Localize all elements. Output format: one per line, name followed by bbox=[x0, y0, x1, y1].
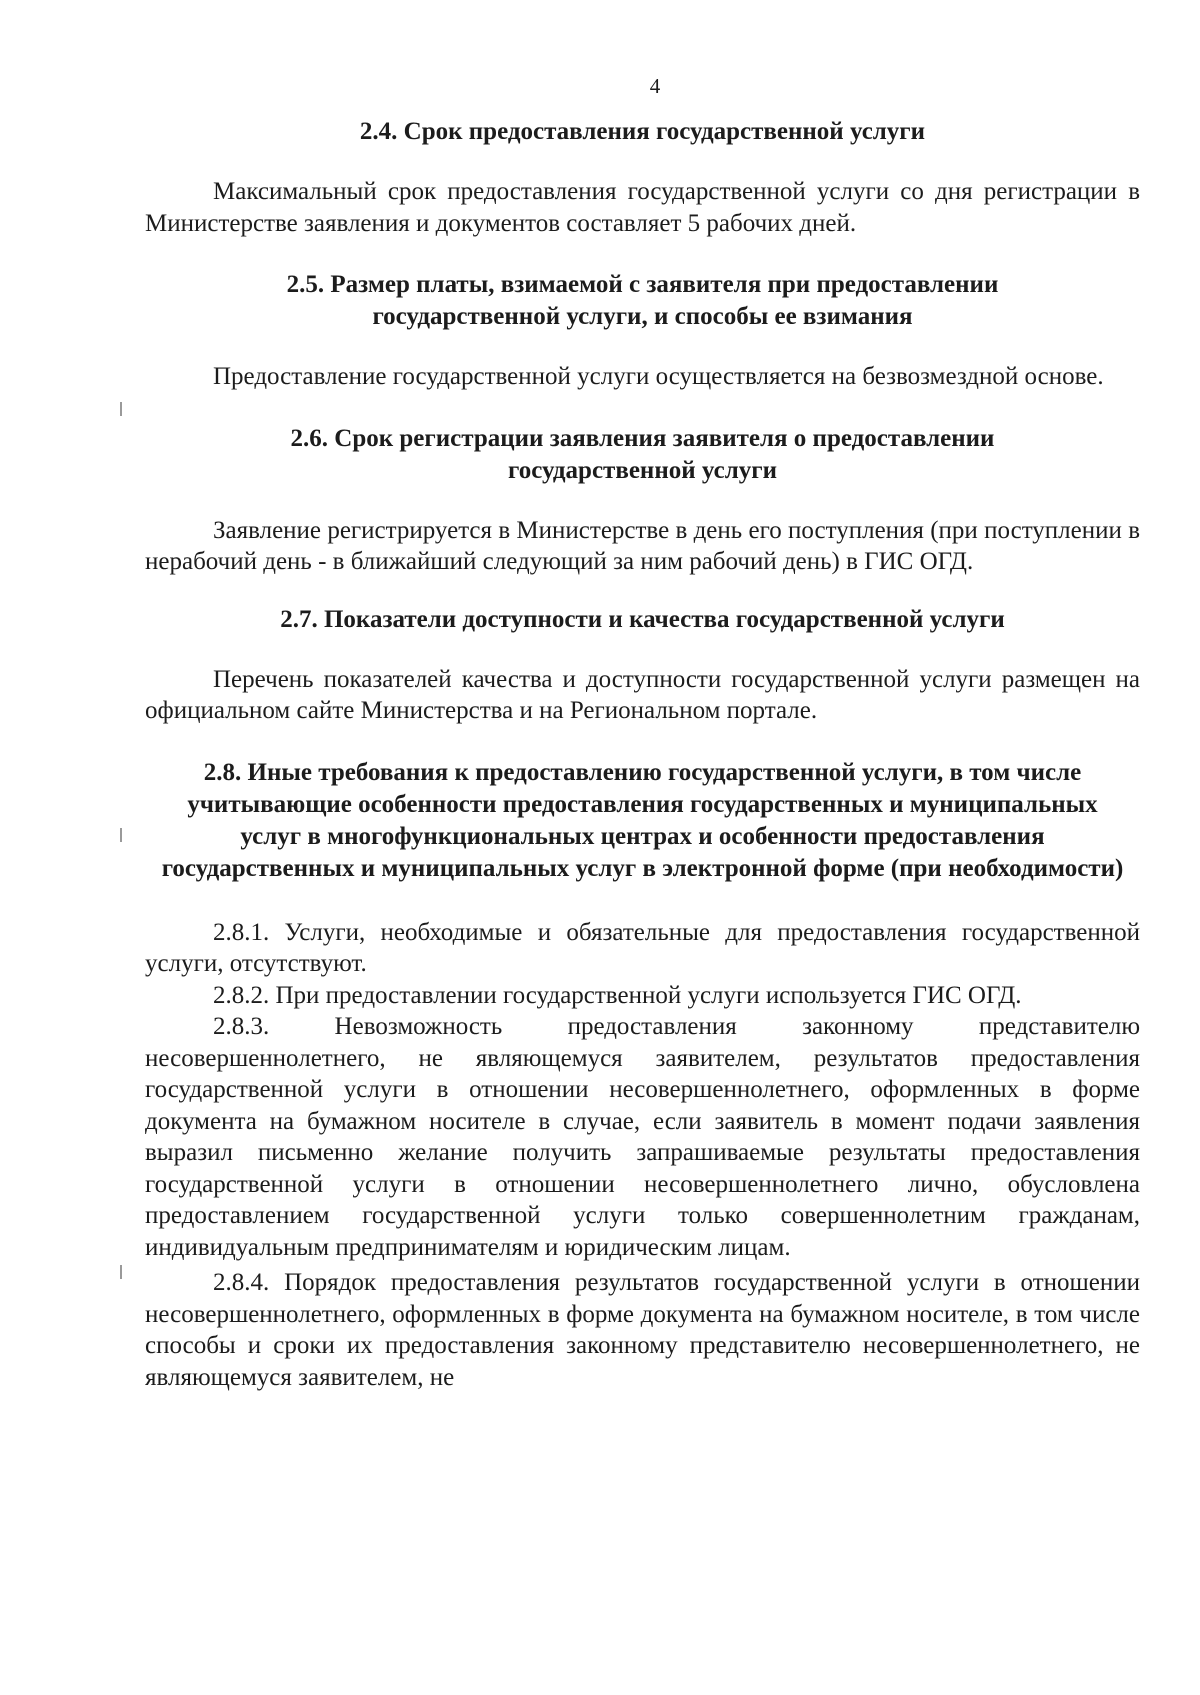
clause-2-8-2: 2.8.2. При предоставлении государственной услуги используется ГИС ОГД. bbox=[213, 981, 1022, 1009]
document-body bbox=[145, 112, 1140, 1393]
clause-2-8-1: 2.8.1. Услуги, необходимые и обязательные для предоставления государственной услуги, отсутствуют. bbox=[145, 918, 1140, 977]
section-heading-2-8: 2.8. Иные требования к предоставлению государственной услуги, в том числе учитывающие особенности предоставления государственных и муниципальных услуг в многофункциональных центрах и особенности предоставления государственных и муниципальных услуг в электронной форме (при необходимости) bbox=[161, 758, 1124, 882]
section-heading-2-6: 2.6. Срок регистрации заявления заявителя о предоставлении государственной услуги bbox=[290, 424, 995, 484]
clause-2-8-4: 2.8.4. Порядок предоставления результатов государственной услуги в отношении несовершеннолетнего, оформленных в форме документа на бумажном носителе, в том числе способы и сроки их предоставления законному представителю несовершеннолетнего, не являющемуся заявителем, не bbox=[145, 1269, 1140, 1391]
section-paragraph-2-6: Заявление регистрируется в Министерстве в день его поступления (при поступлении в нерабочий день - в ближайший следующий за ним рабочий день) в ГИС ОГД. bbox=[145, 516, 1140, 575]
section-heading-2-7: 2.7. Показатели доступности и качества государственной услуги bbox=[280, 605, 1005, 633]
section-paragraph-2-7: Перечень показателей качества и доступности государственной услуги размещен на официальном сайте Министерства и на Региональном портале. bbox=[145, 665, 1140, 724]
margin-mark bbox=[120, 402, 122, 416]
section-heading-2-4: 2.4. Срок предоставления государственной услуги bbox=[359, 118, 926, 145]
clause-2-8-3: 2.8.3. Невозможность предоставления законному представителю несовершеннолетнего, не являющемуся заявителем, результатов предоставления государственной услуги в отношении несовершеннолетнего, оформленных в форме документа на бумажном носителе в случае, если заявитель в момент подачи заявления выразил письменно желание получить запрашиваемые результаты предоставления государственной услуги в отношении несовершеннолетнего лично, обусловлена предоставлением государственной услуги только совершеннолетним гражданам, индивидуальным предпринимателям и юридическим лицам. bbox=[145, 1013, 1140, 1261]
page-number: 4 bbox=[649, 74, 661, 98]
margin-mark bbox=[120, 1265, 122, 1279]
section-paragraph-2-4: Максимальный срок предоставления государственной услуги со дня регистрации в Министерстве заявления и документов составляет 5 рабочих дней. bbox=[145, 178, 1140, 237]
section-paragraph-2-5: Предоставление государственной услуги осуществляется на безвозмездной основе. bbox=[213, 363, 1104, 390]
section-heading-2-5: 2.5. Размер платы, взимаемой с заявителя при предоставлении государственной услуги, и способы ее взимания bbox=[286, 271, 999, 330]
margin-mark bbox=[120, 828, 122, 842]
